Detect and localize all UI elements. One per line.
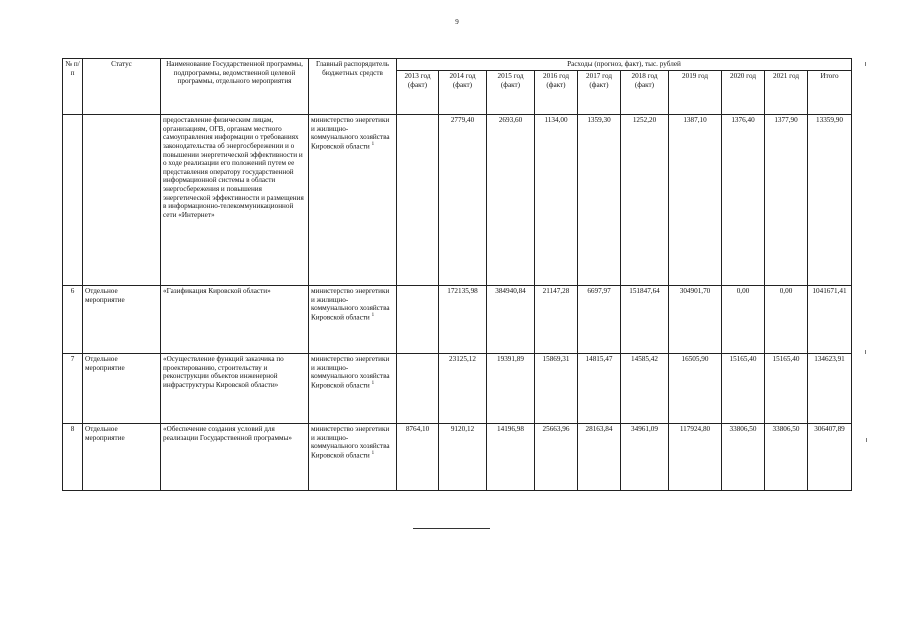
scan-speck <box>865 62 866 66</box>
row-value-2021: 1377,90 <box>765 115 808 286</box>
row-num: 6 <box>63 286 83 354</box>
row-value-total: 134623,91 <box>808 354 852 424</box>
header-name: Наименование Государственной программы, подпрограммы, ведомственной целевой программы, отдельного мероприятия <box>161 59 309 115</box>
row-admin-text: министерство энергетики и жилищно-коммунального хозяйства Кировской области <box>311 425 390 460</box>
row-value-2017: 6697,97 <box>578 286 621 354</box>
row-value-2015: 14196,98 <box>487 424 535 491</box>
row-value-2016: 1134,00 <box>535 115 578 286</box>
table-row <box>63 286 852 354</box>
footnote-mark: 1 <box>371 450 375 456</box>
header-year-2016: 2016 год (факт) <box>535 71 578 115</box>
row-value-2014: 2779,40 <box>439 115 487 286</box>
row-num: 8 <box>63 424 83 491</box>
row-value-2019: 304901,70 <box>669 286 722 354</box>
row-name: «Обеспечение создания условий для реализации Государственной программы» <box>161 424 309 491</box>
row-admin-text: министерство энергетики и жилищно-коммунального хозяйства Кировской области <box>311 116 390 151</box>
row-value-2020: 15165,40 <box>722 354 765 424</box>
row-value-2017: 28163,84 <box>578 424 621 491</box>
footnote-mark: 1 <box>371 141 375 147</box>
header-year-2021: 2021 год <box>765 71 808 115</box>
row-num <box>63 115 83 286</box>
row-value-2020: 1376,40 <box>722 115 765 286</box>
scan-speck <box>866 438 867 442</box>
row-value-2021: 0,00 <box>765 286 808 354</box>
header-year-2018: 2018 год (факт) <box>621 71 669 115</box>
row-value-total: 13359,90 <box>808 115 852 286</box>
header-expenses: Расходы (прогноз, факт), тыс. рублей <box>397 59 852 71</box>
row-value-2017: 14815,47 <box>578 354 621 424</box>
row-value-2018: 34961,09 <box>621 424 669 491</box>
row-value-total: 306407,89 <box>808 424 852 491</box>
header-total: Итого <box>808 71 852 115</box>
row-value-2013 <box>397 286 439 354</box>
budget-table <box>62 58 852 491</box>
header-year-2015: 2015 год (факт) <box>487 71 535 115</box>
row-value-2021: 15165,40 <box>765 354 808 424</box>
header-year-2017: 2017 год (факт) <box>578 71 621 115</box>
table-row <box>63 115 852 286</box>
row-num: 7 <box>63 354 83 424</box>
footnote-mark: 1 <box>371 312 375 318</box>
row-value-2019: 16505,90 <box>669 354 722 424</box>
row-value-2014: 23125,12 <box>439 354 487 424</box>
row-value-2015: 384940,84 <box>487 286 535 354</box>
row-value-2020: 33806,50 <box>722 424 765 491</box>
row-value-2020: 0,00 <box>722 286 765 354</box>
row-admin-text: министерство энергетики и жилищно-коммунального хозяйства Кировской области <box>311 355 390 390</box>
header-num: № п/п <box>63 59 83 115</box>
row-value-2013 <box>397 354 439 424</box>
row-value-2014: 172135,98 <box>439 286 487 354</box>
row-admin <box>309 286 397 354</box>
table-row <box>63 354 852 424</box>
footnote-divider <box>413 528 490 529</box>
row-admin <box>309 424 397 491</box>
row-name: «Газификация Кировской области» <box>161 286 309 354</box>
row-value-2019: 117924,80 <box>669 424 722 491</box>
row-admin-text: министерство энергетики и жилищно-коммунального хозяйства Кировской области <box>311 287 390 322</box>
header-admin: Главный распорядитель бюджетных средств <box>309 59 397 115</box>
row-value-2016: 21147,28 <box>535 286 578 354</box>
header-year-2014: 2014 год (факт) <box>439 71 487 115</box>
row-status <box>83 115 161 286</box>
row-value-2013 <box>397 115 439 286</box>
row-value-2021: 33806,50 <box>765 424 808 491</box>
header-year-2020: 2020 год <box>722 71 765 115</box>
row-value-2016: 25663,96 <box>535 424 578 491</box>
row-name: предоставление физическим лицам, организациям, ОГВ, органам местного самоуправления информации о требованиях законодательства об энергосбережении и о повышении энергетической эффективности и о ходе реализации его положений путем ее представления оператору государственной информационной системы в области энергосбережения и повышения энергетической эффективности и размещения в информационно-телекоммуникационной сети «Интернет» <box>161 115 309 286</box>
row-value-2015: 19391,89 <box>487 354 535 424</box>
row-value-2016: 15869,31 <box>535 354 578 424</box>
row-value-2019: 1387,10 <box>669 115 722 286</box>
page-number: 9 <box>455 18 459 26</box>
row-status: Отдельное мероприятие <box>83 424 161 491</box>
row-value-2017: 1359,30 <box>578 115 621 286</box>
header-year-2013: 2013 год (факт) <box>397 71 439 115</box>
row-value-2014: 9120,12 <box>439 424 487 491</box>
row-value-2018: 1252,20 <box>621 115 669 286</box>
row-value-total: 1041671,41 <box>808 286 852 354</box>
row-status: Отдельное мероприятие <box>83 286 161 354</box>
row-name: «Осуществление функций заказчика по проектированию, строительству и реконструкции объектов инженерной инфраструктуры Кировской области» <box>161 354 309 424</box>
header-year-2019: 2019 год <box>669 71 722 115</box>
row-value-2015: 2693,60 <box>487 115 535 286</box>
footnote-mark: 1 <box>371 380 375 386</box>
row-value-2013: 8764,10 <box>397 424 439 491</box>
row-value-2018: 14585,42 <box>621 354 669 424</box>
header-status: Статус <box>83 59 161 115</box>
table-row <box>63 424 852 491</box>
row-value-2018: 151847,64 <box>621 286 669 354</box>
row-status: Отдельное мероприятие <box>83 354 161 424</box>
row-admin <box>309 354 397 424</box>
scan-speck <box>865 350 866 354</box>
row-admin <box>309 115 397 286</box>
